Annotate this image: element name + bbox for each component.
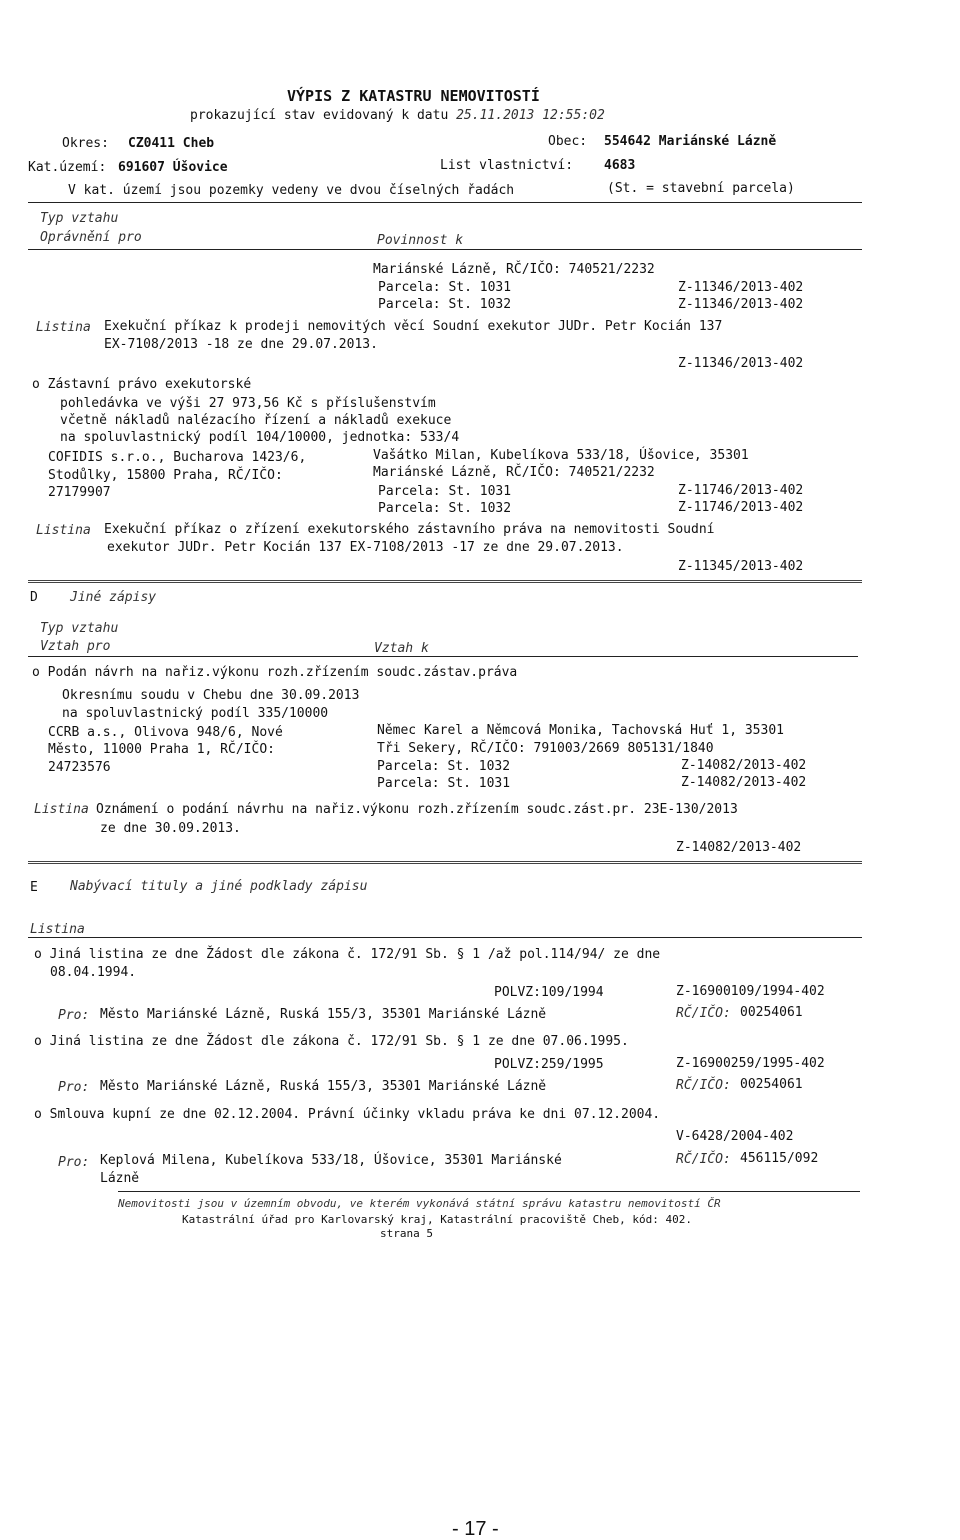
polvz-number: POLVZ:259/1995 (494, 1057, 604, 1072)
section-letter: E (30, 880, 38, 895)
obec-label: Obec: (548, 134, 588, 149)
page-number: - 17 - (452, 1518, 499, 1540)
vztah-pro-label: Vztah pro (40, 639, 111, 654)
creditor: Stodůlky, 15800 Praha, RČ/IČO: (48, 468, 283, 483)
record-code: Z-16900259/1995-402 (676, 1056, 825, 1071)
entry-detail: Okresnímu soudu v Chebu dne 30.09.2013 (62, 688, 360, 703)
divider (28, 202, 862, 203)
lien-detail: pohledávka ve výši 27 973,56 Kč s příslušenstvím (60, 396, 436, 411)
divider (28, 656, 858, 657)
parcel-series-legend: (St. = stavební parcela) (607, 181, 795, 196)
divider (118, 1191, 860, 1192)
beneficiary: CCRB a.s., Olivova 948/6, Nové (48, 725, 283, 740)
subject: Tři Sekery, RČ/IČO: 791003/2669 805131/1840 (377, 741, 714, 756)
parcel: Parcela: St. 1031 (378, 280, 512, 295)
divider (28, 249, 862, 250)
lien-detail: včetně nákladů nalézacího řízení a nákladů exekuce (60, 413, 452, 428)
listina-text: Exekuční příkaz k prodeji nemovitých věcí Soudní exekutor JUDr. Petr Kocián 137 (104, 319, 723, 334)
listina-text: EX-7108/2013 -18 ze dne 29.07.2013. (104, 337, 378, 352)
creditor: 27179907 (48, 485, 111, 500)
record-code: Z-11346/2013-402 (678, 297, 804, 312)
okres-label: Okres: (62, 136, 109, 151)
owner: Mariánské Lázně, RČ/IČO: 740521/2232 (373, 262, 655, 277)
pro-label: Pro: (58, 1155, 90, 1170)
subtitle (190, 108, 605, 124)
footer-line: Katastrální úřad pro Karlovarský kraj, Katastrální pracoviště Cheb, kód: 402. (182, 1213, 692, 1226)
rc-value: 456115/092 (740, 1151, 819, 1166)
listina-text: Exekuční příkaz o zřízení exekutorského zástavního práva na nemovitosti Soudní (104, 522, 715, 537)
debtor: Mariánské Lázně, RČ/IČO: 740521/2232 (373, 465, 655, 480)
parcel: Parcela: St. 1032 (377, 759, 511, 774)
rc-label: RČ/IČO: (676, 1078, 731, 1093)
divider (28, 937, 862, 938)
rc-value: 00254061 (740, 1005, 803, 1020)
page-of: strana 5 (380, 1227, 433, 1240)
entry-title: o Jiná listina ze dne Žádost dle zákona č. 172/91 Sb. § 1 ze dne 07.06.1995. (34, 1034, 629, 1049)
katuzemi-value: 691607 Úšovice (118, 160, 228, 175)
record-code: Z-14082/2013-402 (681, 775, 807, 790)
entry-title: o Smlouva kupní ze dne 02.12.2004. Právní účinky vkladu práva ke dni 07.12.2004. (34, 1107, 661, 1122)
okres-value: CZ0411 Cheb (128, 136, 215, 151)
pro-entity: Město Mariánské Lázně, Ruská 155/3, 35301 Mariánské Lázně (100, 1007, 547, 1022)
parcel-series-note: V kat. území jsou pozemky vedeny ve dvou číselných řadách (68, 183, 515, 198)
listina-label: Listina (34, 802, 89, 817)
beneficiary: Město, 11000 Praha 1, RČ/IČO: (48, 742, 275, 757)
record-code: Z-14082/2013-402 (681, 758, 807, 773)
typ-vztahu-label: Typ vztahu (40, 621, 119, 636)
obec-value: 554642 Mariánské Lázně (604, 134, 777, 149)
rc-label: RČ/IČO: (676, 1152, 731, 1167)
issue-date: 25.11.2013 12:55:02 (456, 108, 605, 123)
debtor: Vašátko Milan, Kubelíkova 533/18, Úšovice, 35301 (373, 448, 749, 463)
pro-label: Pro: (58, 1080, 90, 1095)
record-code: Z-16900109/1994-402 (676, 984, 825, 999)
listina-text: exekutor JUDr. Petr Kocián 137 EX-7108/2013 -17 ze dne 29.07.2013. (107, 540, 624, 555)
katuzemi-label: Kat.území: (28, 160, 107, 175)
rc-value: 00254061 (740, 1077, 803, 1092)
record-code: Z-11346/2013-402 (678, 280, 804, 295)
entry-detail: 08.04.1994. (50, 965, 137, 980)
subject: Němec Karel a Němcová Monika, Tachovská Huť 1, 35301 (377, 723, 784, 738)
pro-entity: Město Mariánské Lázně, Ruská 155/3, 35301 Mariánské Lázně (100, 1079, 547, 1094)
divider (28, 861, 862, 864)
pro-entity: Keplová Milena, Kubelíkova 533/18, Úšovice, 35301 Mariánské (100, 1153, 562, 1168)
record-code: Z-11345/2013-402 (678, 559, 804, 574)
document-title: VÝPIS Z KATASTRU NEMOVITOSTÍ (287, 87, 540, 105)
record-code: Z-11746/2013-402 (678, 483, 804, 498)
listina-label: Listina (36, 523, 91, 538)
lien-title: o Zástavní právo exekutorské (32, 377, 252, 392)
listina-text: ze dne 30.09.2013. (100, 821, 241, 836)
pro-entity: Lázně (100, 1171, 140, 1186)
record-code: Z-11746/2013-402 (678, 500, 804, 515)
listina-label: Listina (30, 922, 85, 937)
parcel: Parcela: St. 1031 (377, 776, 511, 791)
polvz-number: POLVZ:109/1994 (494, 985, 604, 1000)
listina-label: Listina (36, 320, 91, 335)
typ-vztahu-label: Typ vztahu (40, 211, 119, 226)
pro-label: Pro: (58, 1008, 90, 1023)
listina-text: Oznámení o podání návrhu na nařiz.výkonu rozh.zřízením soudc.zást.pr. 23E-130/2013 (96, 802, 738, 817)
divider (28, 580, 862, 583)
section-heading: Jiné zápisy (70, 590, 157, 605)
section-letter: D (30, 590, 38, 605)
record-code: Z-14082/2013-402 (676, 840, 802, 855)
opravneni-pro-label: Oprávnění pro (40, 230, 142, 245)
lien-detail: na spoluvlastnický podíl 104/10000, jednotka: 533/4 (60, 430, 460, 445)
rc-label: RČ/IČO: (676, 1006, 731, 1021)
record-code: Z-11346/2013-402 (678, 356, 804, 371)
parcel: Parcela: St. 1032 (378, 501, 512, 516)
entry-title: o Jiná listina ze dne Žádost dle zákona č. 172/91 Sb. § 1 /až pol.114/94/ ze dne (34, 947, 661, 962)
parcel: Parcela: St. 1032 (378, 297, 512, 312)
entry-detail: na spoluvlastnický podíl 335/10000 (62, 706, 329, 721)
lv-label: List vlastnictví: (440, 158, 574, 173)
creditor: COFIDIS s.r.o., Bucharova 1423/6, (48, 450, 307, 465)
vztah-k-label: Vztah k (374, 641, 429, 656)
povinnost-k-label: Povinnost k (377, 233, 464, 248)
section-heading: Nabývací tituly a jiné podklady zápisu (70, 879, 368, 894)
record-code: V-6428/2004-402 (676, 1129, 794, 1144)
entry-title: o Podán návrh na nařiz.výkonu rozh.zřízením soudc.zástav.práva (32, 665, 518, 680)
parcel: Parcela: St. 1031 (378, 484, 512, 499)
subtitle-prefix: prokazující stav evidovaný k datu (190, 108, 449, 123)
beneficiary: 24723576 (48, 760, 111, 775)
lv-value: 4683 (604, 158, 636, 173)
footer-line: Nemovitosti jsou v územním obvodu, ve kterém vykonává státní správu katastru nemovitostí ČR (118, 1197, 721, 1210)
